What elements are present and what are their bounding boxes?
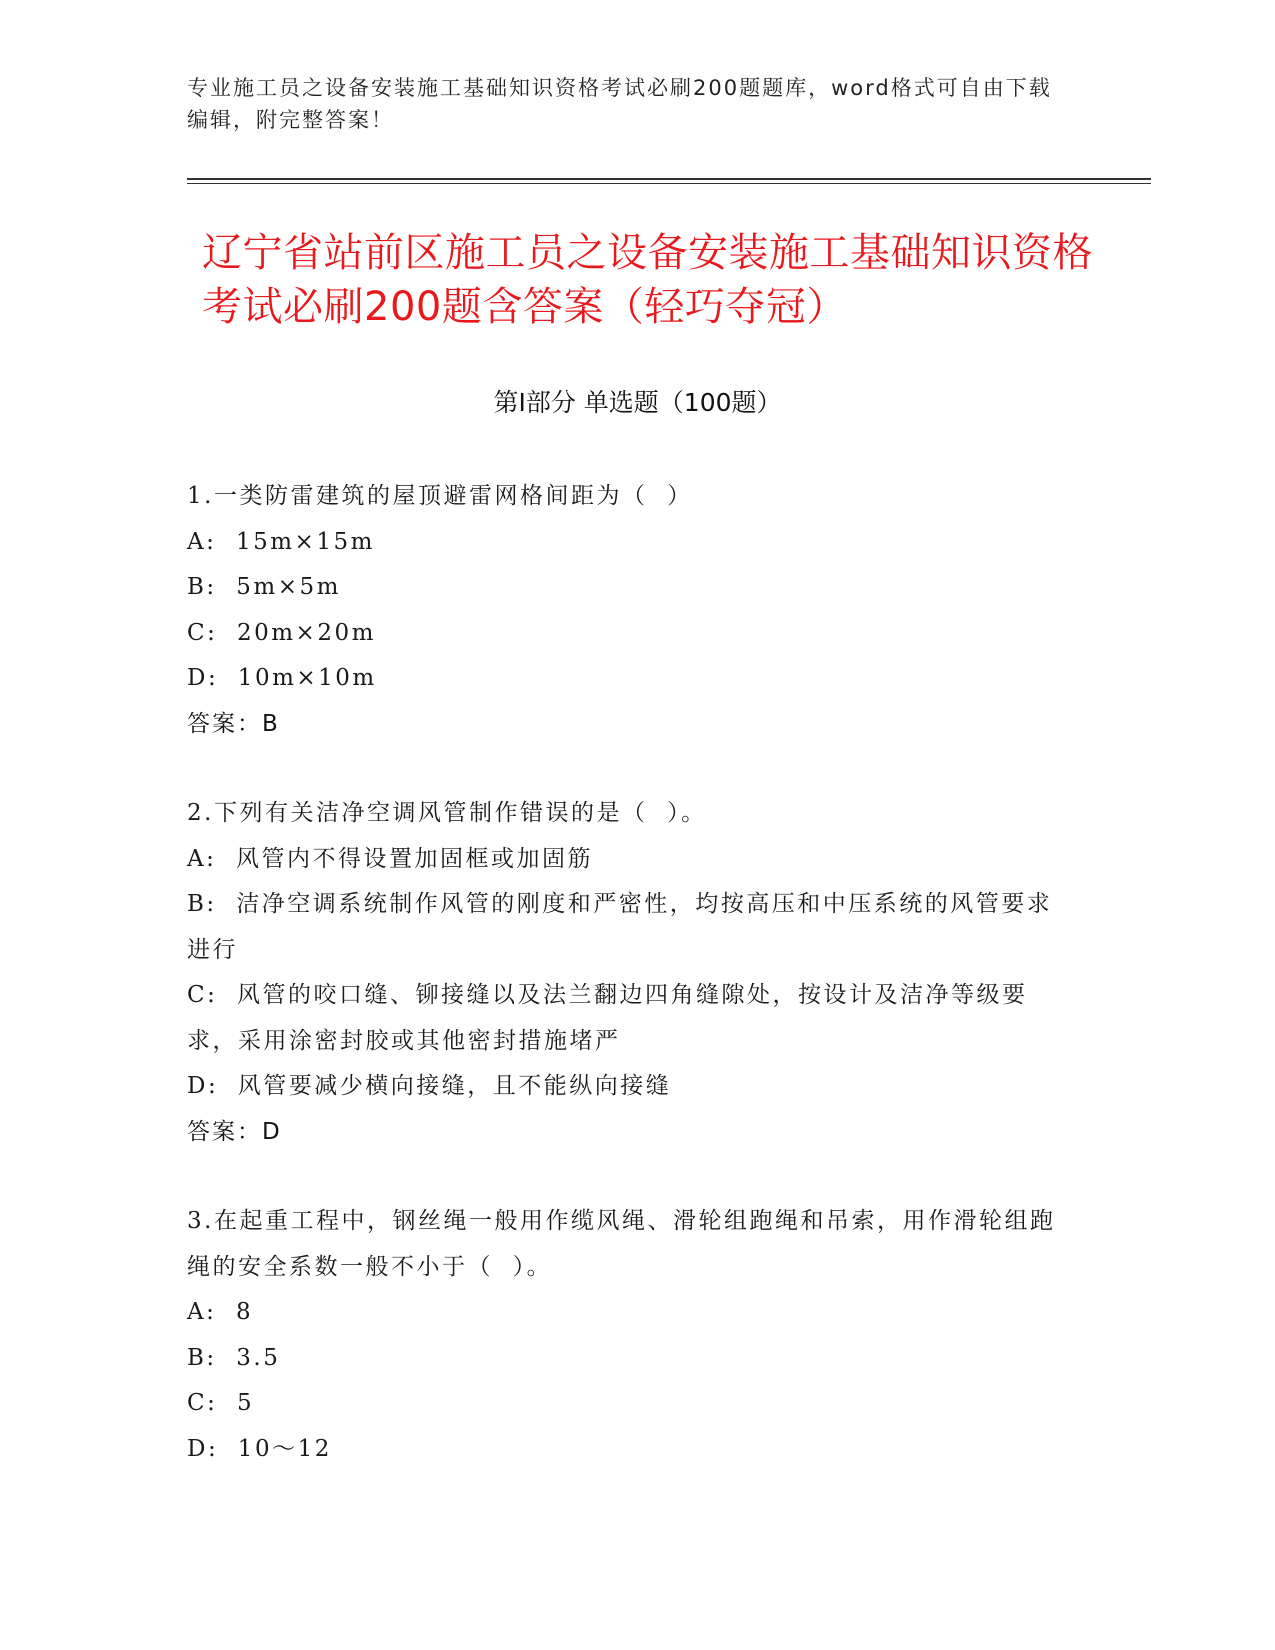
option-c: C: 5: [187, 1390, 255, 1416]
question-stem: 3.在起重工程中，钢丝绳一般用作缆风绳、滑轮组跑绳和吊索，用作滑轮组跑绳的安全系数一般不小于（ ）。: [187, 1208, 1056, 1280]
question-stem: 1.一类防雷建筑的屋顶避雷网格间距为（ ）: [187, 483, 693, 509]
option-d: D: 风管要减少横向接缝，且不能纵向接缝: [187, 1073, 672, 1099]
option-a: A: 8: [187, 1299, 254, 1325]
option-c: C: 风管的咬口缝、铆接缝以及法兰翻边四角缝隙处，按设计及洁净等级要求，采用涂密封胶或其他密封措施堵严: [187, 982, 1028, 1054]
option-a: A: 风管内不得设置加固框或加固筋: [187, 845, 593, 872]
option-a: A: 15m×15m: [187, 528, 375, 555]
option-d: D: 10m×10m: [187, 665, 377, 691]
header-note: 专业施工员之设备安装施工基础知识资格考试必刷200题题库，word格式可自由下载编辑，附完整答案！: [187, 76, 1052, 132]
question-stem: 2.下列有关洁净空调风管制作错误的是（ ）。: [187, 800, 707, 826]
question-3: [187, 1199, 1067, 1472]
option-c: C: 20m×20m: [187, 619, 376, 646]
header-divider-thick: [187, 178, 1151, 180]
document-title: 辽宁省站前区施工员之设备安装施工基础知识资格考试必刷200题含答案（轻巧夺冠）: [202, 230, 1093, 330]
question-1: [187, 474, 1067, 747]
answer: 答案：D: [187, 1118, 282, 1145]
option-b: B: 5m×5m: [187, 574, 341, 600]
option-d: D: 10～12: [187, 1435, 332, 1462]
question-list: [187, 474, 1067, 1516]
option-b: B: 洁净空调系统制作风管的刚度和严密性，均按高压和中压系统的风管要求进行: [187, 891, 1053, 963]
option-b: B: 3.5: [187, 1344, 281, 1371]
section-title: 第Ⅰ部分 单选题（100题）: [493, 388, 782, 417]
header-divider-thin: [187, 183, 1151, 184]
answer: 答案：B: [187, 710, 280, 737]
question-2: [187, 791, 1067, 1155]
